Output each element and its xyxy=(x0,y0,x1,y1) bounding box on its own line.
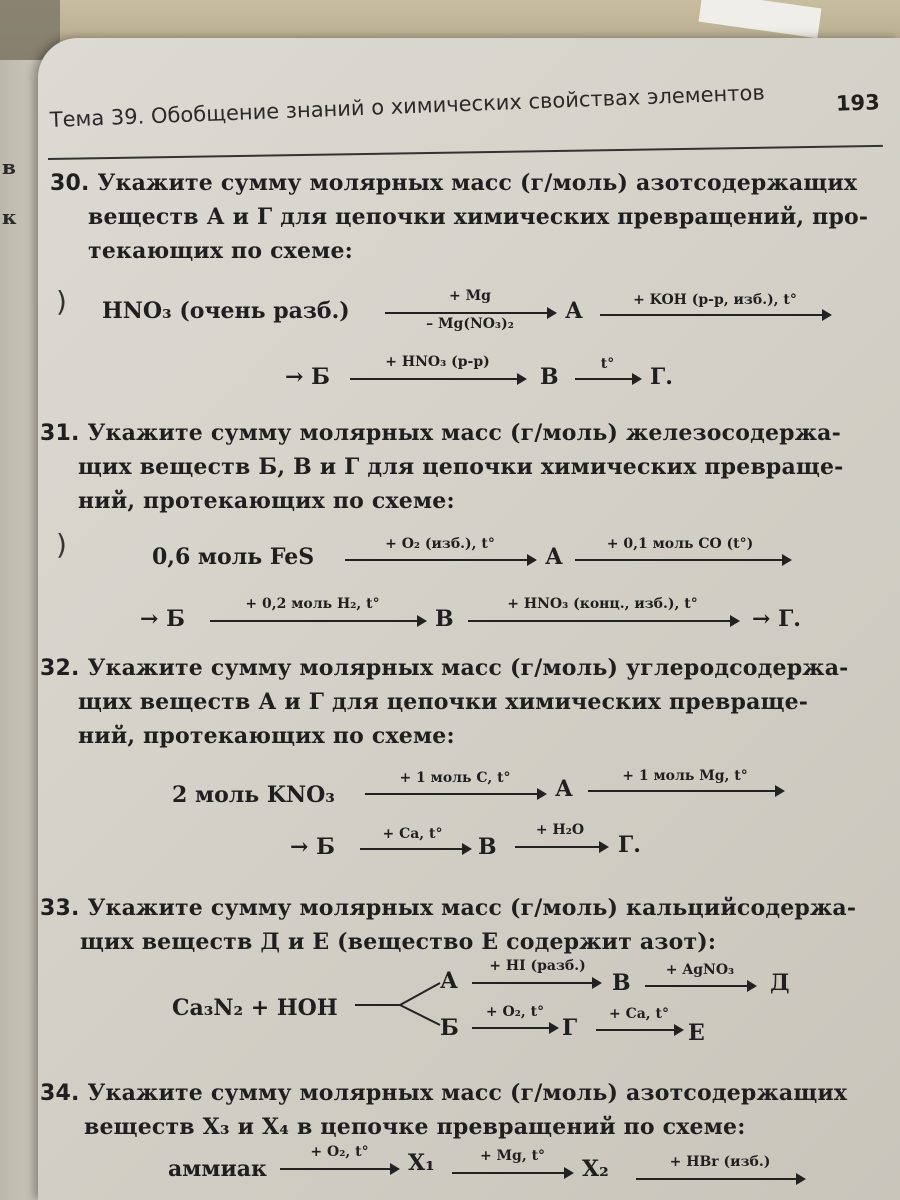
reaction-arrow xyxy=(280,1168,398,1170)
left-page-fragment: в xyxy=(2,155,16,179)
task-number: 31. xyxy=(40,421,80,446)
arrow-condition: + AgNO₃ xyxy=(665,962,735,978)
arrow-condition: + 1 моль Mg, t° xyxy=(622,768,748,784)
page-header xyxy=(49,68,880,150)
arrow-condition: + Ca, t° xyxy=(608,1006,670,1022)
reaction-arrow xyxy=(575,378,640,380)
arrow-condition: + H₂O xyxy=(535,822,585,838)
scheme-start: аммиак xyxy=(168,1156,267,1182)
reaction-arrow xyxy=(345,559,535,561)
task-text-line: щих веществ А и Г для цепочки химических превраще- xyxy=(78,689,809,715)
task-number: 33. xyxy=(40,896,80,921)
task-number: 30. xyxy=(50,171,90,196)
task-text-line: ний, протекающих по схеме: xyxy=(78,723,455,749)
arrow-condition: + Mg xyxy=(449,288,491,304)
reaction-arrow xyxy=(588,790,783,792)
reaction-arrow xyxy=(472,1027,557,1029)
task-text-line: ний, протекающих по схеме: xyxy=(78,488,455,514)
arrow-condition: + O₂, t° xyxy=(310,1144,369,1160)
left-page-fragment: к xyxy=(2,205,17,229)
arrow-condition: + 0,2 моль H₂, t° xyxy=(245,596,380,612)
reaction-arrow xyxy=(600,314,830,316)
substance-b: В xyxy=(612,970,631,996)
scheme-start: Ca₃N₂ + HOH xyxy=(172,995,338,1021)
reaction-arrow xyxy=(360,848,470,850)
substance-b: В xyxy=(478,834,497,860)
reaction-arrow xyxy=(515,846,607,848)
arrow-condition: + 0,1 моль CO (t°) xyxy=(606,536,754,552)
reaction-arrow xyxy=(350,378,525,380)
scheme-start: 2 моль KNO₃ xyxy=(172,782,335,808)
arrow-condition: t° xyxy=(600,356,615,372)
task-text-line: щих веществ Б, В и Г для цепочки химических превраще- xyxy=(78,454,844,480)
topic-title: Тема 39. Обобщение знаний о химических свойствах элементов xyxy=(49,80,766,132)
substance-g: Г. xyxy=(618,832,641,858)
substance-b: В xyxy=(435,606,454,632)
arrow-condition: + Ca, t° xyxy=(382,826,443,842)
arrow-condition: + O₂, t° xyxy=(485,1004,545,1020)
task-text-line: веществ А и Г для цепочки химических превращений, про- xyxy=(88,204,869,230)
task-text-line: 31. Укажите сумму молярных масс (г/моль) железосодержа- xyxy=(40,420,841,446)
reaction-arrow xyxy=(472,982,600,984)
substance-a: А xyxy=(440,968,458,994)
substance-x2: X₂ xyxy=(582,1156,609,1182)
arrow-condition: – Mg(NO₃)₂ xyxy=(426,316,514,332)
task-text-line: 33. Укажите сумму молярных масс (г/моль) кальцийсодержа- xyxy=(40,895,857,921)
page-number: 193 xyxy=(835,90,881,116)
task-text-line: веществ X₃ и X₄ в цепочке превращений по схеме: xyxy=(84,1114,746,1140)
task-text-line: 34. Укажите сумму молярных масс (г/моль) азотсодержащих xyxy=(40,1080,848,1106)
arrow-condition: + HNO₃ (р-р) xyxy=(385,354,490,370)
substance-e: Е xyxy=(688,1020,705,1046)
reaction-arrow xyxy=(452,1172,572,1174)
scheme-row-lead: → Б xyxy=(290,834,335,860)
scheme-start: 0,6 моль FeS xyxy=(152,544,315,570)
arrow-condition: + HBr (изб.) xyxy=(669,1154,771,1170)
handwritten-mark: ) xyxy=(56,528,67,561)
reaction-arrow xyxy=(645,985,755,987)
reaction-arrow xyxy=(385,312,555,314)
arrow-condition: + Mg, t° xyxy=(479,1148,546,1164)
reaction-arrow xyxy=(365,793,545,795)
reaction-arrow xyxy=(636,1178,804,1180)
substance-x1: X₁ xyxy=(408,1150,435,1176)
substance-a: А xyxy=(555,776,573,802)
task-text-line: текающих по схеме: xyxy=(88,238,354,264)
substance-g: → Г. xyxy=(752,606,801,632)
reaction-arrow xyxy=(210,620,425,622)
scheme-start: HNO₃ (очень разб.) xyxy=(102,298,350,324)
handwritten-mark: ) xyxy=(56,285,67,318)
branch-fork xyxy=(355,975,445,1035)
arrow-condition: + HNO₃ (конц., изб.), t° xyxy=(507,596,698,612)
arrow-condition: + KOH (р-р, изб.), t° xyxy=(633,292,797,308)
task-text-line: щих веществ Д и Е (вещество Е содержит азот): xyxy=(80,929,717,955)
reaction-arrow xyxy=(468,620,738,622)
reaction-arrow xyxy=(596,1029,682,1031)
task-text-line: 32. Укажите сумму молярных масс (г/моль) углеродсодержа- xyxy=(40,655,849,681)
arrow-condition: + 1 моль C, t° xyxy=(399,770,511,786)
reaction-arrow xyxy=(575,559,790,561)
substance-d: Д xyxy=(770,970,790,996)
substance-g: Г. xyxy=(650,364,673,390)
task-text-line: 30. Укажите сумму молярных масс (г/моль) азотсодержащих xyxy=(50,170,858,196)
task-number: 34. xyxy=(40,1081,80,1106)
arrow-condition: + HI (разб.) xyxy=(489,958,586,974)
arrow-condition: + O₂ (изб.), t° xyxy=(385,536,495,552)
substance-b: В xyxy=(540,364,559,390)
substance-a: А xyxy=(565,298,583,324)
substance-bb: Б xyxy=(440,1015,459,1041)
substance-g: Г xyxy=(562,1015,578,1041)
scheme-row-lead: → Б xyxy=(285,364,330,390)
header-rule xyxy=(48,145,883,160)
task-number: 32. xyxy=(40,656,80,681)
substance-a: А xyxy=(545,544,563,570)
scheme-row-lead: → Б xyxy=(140,606,185,632)
